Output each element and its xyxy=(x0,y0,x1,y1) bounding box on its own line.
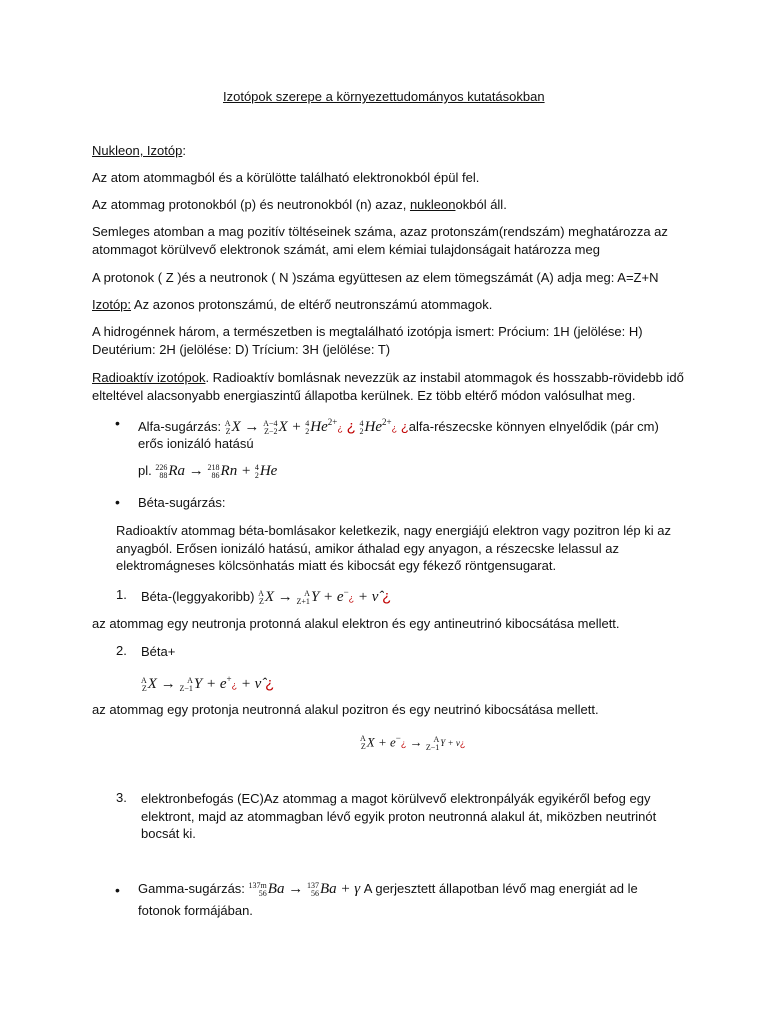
p2-post: okból áll. xyxy=(455,197,507,212)
ec-line-3: bocsát ki. xyxy=(141,826,196,841)
paragraph-atom: Az atom atommagból és a körülötte található elektronokból épül fel. xyxy=(92,170,480,185)
isotope-label: Izotóp: xyxy=(92,297,132,312)
p2-pre: Az atommag protonokból (p) és neutronokból (n) azaz, xyxy=(92,197,410,212)
beta-label: Béta-sugárzás: xyxy=(138,495,226,510)
beta-minus-desc: az atommag egy neutronja protonná alakul elektron és egy antineutrinó kibocsátása mellett. xyxy=(92,616,620,631)
alpha-example xyxy=(138,462,277,480)
bullet-icon: • xyxy=(115,494,120,510)
ec-line-1: elektronbefogás (EC)Az atommag a magot körülvevő elektronpályák egyikéről befog egy xyxy=(141,791,651,806)
paragraph-radioactive-1 xyxy=(92,369,684,386)
document-title: Izotópok szerepe a környezettudományos kutatásokban xyxy=(223,89,545,104)
capture-equation: A ZX + e−¿ → A Z−1Y + ν¿ xyxy=(360,733,466,753)
alpha-equation: A ZX → A−4 Z−2X + 4 $2He^{2+}¿$ ¿ 4 $2He^{2+}¿$ xyxy=(224,417,398,436)
paragraph-hydrogen-2: Deutérium: 2H (jelölése: D) Trícium: 3H (jelölése: T) xyxy=(92,342,391,357)
beta-minus-equation: A ZX → A Z+1Y + e−¿ + ν̂ ¿ xyxy=(258,587,392,606)
error-glyph: ¿ xyxy=(400,419,409,434)
gamma-text: A gerjesztett állapotban lévő mag energiát ad le xyxy=(363,881,638,896)
beta-plus-number: 2. xyxy=(116,643,127,658)
radioactive-label: Radioaktív izotópok xyxy=(92,370,206,385)
beta-minus-line xyxy=(141,584,391,607)
beta-plus-desc: az atommag egy protonja neutronná alakul pozitron és egy neutrinó kibocsátása mellett. xyxy=(92,702,599,717)
bullet-icon: • xyxy=(115,882,120,898)
bullet-icon: • xyxy=(115,415,120,431)
gamma-line-2: fotonok formájában. xyxy=(138,903,253,918)
alpha-text: alfa-részecske könnyen elnyelődik (pár cm) xyxy=(408,419,659,434)
section-heading-nukleon xyxy=(92,142,186,159)
gamma-equation: 137m 56Ba → 137 56Ba + γ xyxy=(248,880,361,898)
heading-colon: : xyxy=(182,143,186,158)
example-prefix: pl. xyxy=(138,463,152,478)
radium-equation: 226 88Ra → 218 86Rn + 4 2He xyxy=(155,462,278,480)
paragraph-isotope xyxy=(92,296,492,313)
paragraph-radioactive-2: elteltével alacsonyabb energiaszintű állapotba kerülnek. Ez több eltérő módon valósulhat meg. xyxy=(92,388,636,403)
paragraph-neutral-atom-2: atommagot körülvevő elektronok számát, ami elem kémiai tulajdonságait határozza meg xyxy=(92,242,600,257)
beta-para-3: elektromágneses kölcsönhatás miatt és kibocsát egy fékező röntgensugarat. xyxy=(116,558,557,573)
heading-nukleon-text: Nukleon, Izotóp xyxy=(92,143,183,158)
paragraph-neutral-atom-1: Semleges atomban a mag pozitív töltéseinek száma, azaz protonszám(rendszám) meghatározza az xyxy=(92,224,668,239)
alpha-line xyxy=(138,414,659,437)
beta-para-2: anyagból. Erősen ionizáló hatású, amikor áthalad egy anyagon, a részecske lelassul az xyxy=(116,541,619,556)
ec-number: 3. xyxy=(116,790,127,805)
beta-plus-label: Béta+ xyxy=(141,644,176,659)
isotope-text: Az azonos protonszámú, de eltérő neutronszámú atommagok. xyxy=(131,297,493,312)
radioactive-text: . Radioaktív bomlásnak nevezzük az instabil atommagok és hosszabb-rövidebb idő xyxy=(205,370,684,385)
gamma-label: Gamma-sugárzás: xyxy=(138,881,245,896)
paragraph-nucleus xyxy=(92,196,507,213)
beta-minus-label: Béta-(leggyakoribb) xyxy=(141,589,255,604)
alpha-line-2: erős ionizáló hatású xyxy=(138,436,254,451)
ec-line-2: elektront, majd az atommagban lévő egyik proton neutronná alakul át, miközben neutrinót xyxy=(141,809,657,824)
beta-para-1: Radioaktív atommag béta-bomlásakor keletkezik, nagy energiájú elektron vagy pozitron lép ki az xyxy=(116,523,671,538)
beta-plus-equation: A ZX → A Z−1Y + e+¿ + ν̂ ¿ xyxy=(141,674,275,693)
beta-minus-number: 1. xyxy=(116,587,127,602)
gamma-line xyxy=(138,880,638,898)
paragraph-hydrogen-1: A hidrogénnek három, a természetben is megtalálható izotópja ismert: Prócium: 1H (jelölése: H) xyxy=(92,324,643,339)
paragraph-mass-number: A protonok ( Z )és a neutronok ( N )száma együttesen az elem tömegszámát (A) adja meg: A=Z+N xyxy=(92,270,659,285)
alpha-label: Alfa-sugárzás: xyxy=(138,419,222,434)
nukleon-link[interactable]: nukleon xyxy=(409,197,456,212)
